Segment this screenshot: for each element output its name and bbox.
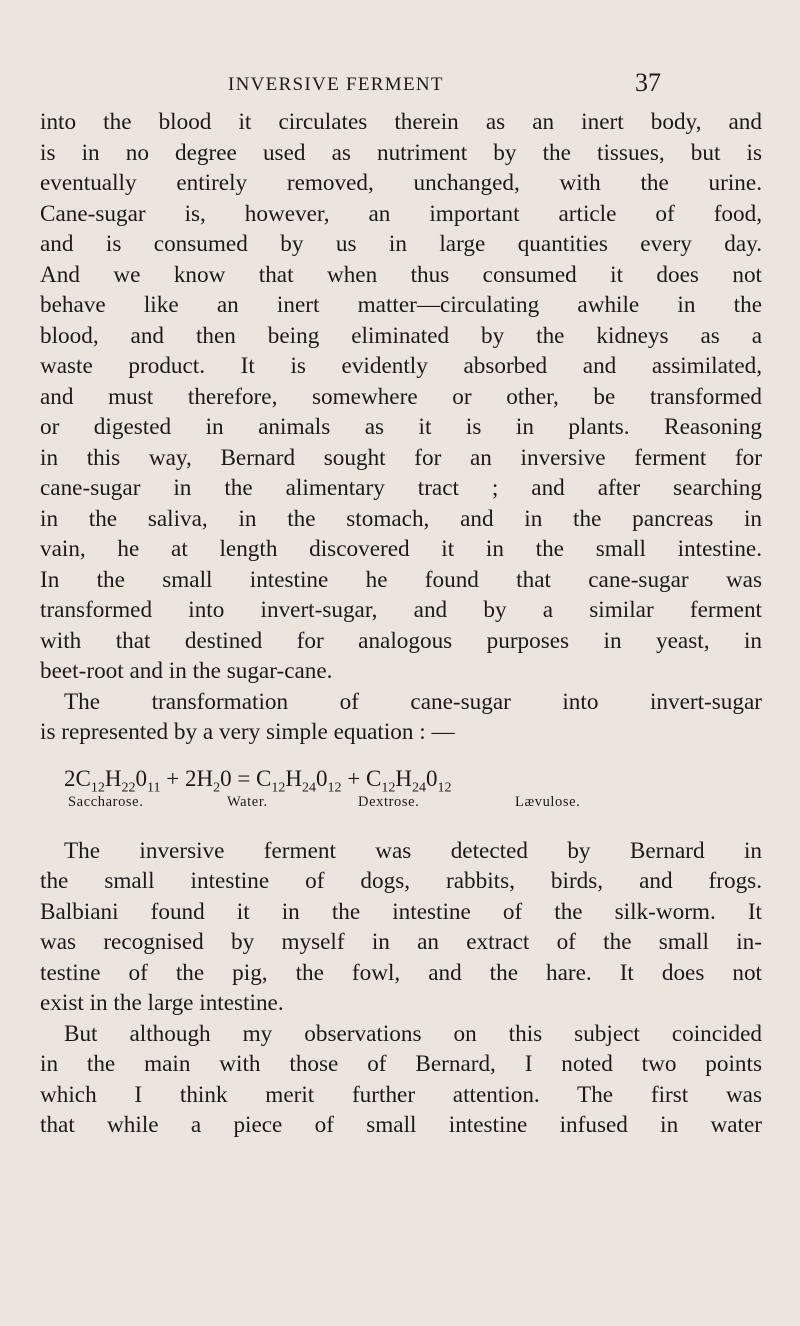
text-line: into the blood it circulates therein as an inert body, and — [40, 109, 762, 135]
text-line: blood, and then being eliminated by the kidneys as a — [40, 322, 762, 349]
text-line: The inversive ferment was detected by Bernard in — [64, 837, 762, 864]
label-saccharose: Saccharose. — [68, 793, 144, 810]
equation-symbol: H — [395, 765, 412, 791]
text-line: in the main with those of Bernard, I noted two points — [40, 1051, 762, 1077]
equation-labels — [40, 794, 762, 816]
text-line: behave like an inert matter—circulating awhile in the — [40, 292, 762, 318]
label-water: Water. — [227, 793, 268, 810]
equation-operator: + — [341, 765, 366, 791]
equation-symbol: C — [256, 765, 272, 791]
equation-symbol: 0 — [135, 765, 147, 791]
equation-coefficient: 2 — [64, 765, 76, 791]
text-line: is represented by a very simple equation : — — [40, 719, 455, 745]
equation-subscript: 24 — [411, 780, 426, 796]
equation-operator: = — [231, 765, 257, 791]
chemical-equation — [40, 764, 762, 794]
running-head: INVERSIVE FERMENT — [228, 74, 444, 95]
text-line: was recognised by myself in an extract of the small in- — [40, 929, 762, 955]
text-line: testine of the pig, the fowl, and the hare. It does not — [40, 959, 762, 986]
equation-subscript: 11 — [146, 780, 161, 796]
equation-operator: + — [160, 765, 185, 791]
text-line: waste product. It is evidently absorbed and assimilated, — [40, 353, 762, 379]
equation-symbol: 0 — [425, 765, 438, 791]
equation-symbol: 2H — [184, 765, 214, 791]
paragraph-2 — [40, 687, 762, 748]
equation-symbol: 0 — [316, 765, 328, 791]
equation-subscript: 24 — [302, 780, 317, 796]
equation-subscript: 22 — [121, 780, 136, 796]
text-line: The transformation of cane-sugar into invert-sugar — [64, 688, 762, 715]
text-line: Balbiani found it in the intestine of the silk-worm. It — [40, 898, 762, 925]
text-line: in this way, Bernard sought for an inversive ferment for — [40, 444, 762, 471]
equation-subscript: 12 — [90, 780, 105, 796]
text-line: the small intestine of dogs, rabbits, birds, and frogs. — [40, 868, 762, 894]
equation-subscript: 12 — [327, 780, 342, 796]
equation-subscript: 12 — [271, 780, 286, 796]
text-line: that while a piece of small intestine infused in water — [40, 1112, 762, 1138]
text-line: And we know that when thus consumed it does not — [40, 261, 762, 288]
text-line: transformed into invert-sugar, and by a similar ferment — [40, 597, 762, 623]
equation-term-saccharose — [64, 765, 161, 796]
text-line: is in no degree used as nutriment by the tissues, but is — [40, 139, 762, 166]
text-line: But although my observations on this subject coincided — [64, 1020, 762, 1047]
body-text — [40, 107, 762, 1141]
label-dextrose: Dextrose. — [358, 793, 420, 810]
equation-symbol: 0 — [220, 765, 232, 791]
equation-term-water — [184, 765, 232, 796]
paragraph-3 — [40, 836, 762, 1019]
text-line: Cane-sugar is, however, an important article of food, — [40, 200, 762, 227]
text-line: eventually entirely removed, unchanged, with the urine. — [40, 170, 762, 196]
page-header — [0, 68, 800, 98]
equation-symbol: C — [366, 765, 382, 791]
equation-subscript: 12 — [437, 780, 452, 796]
text-line: in the saliva, in the stomach, and in the pancreas in — [40, 505, 762, 532]
equation-subscript: 12 — [381, 780, 396, 796]
text-line: In the small intestine he found that cane-sugar was — [40, 566, 762, 593]
text-line: beet-root and in the sugar-cane. — [40, 658, 333, 684]
equation-subscript: 2 — [213, 780, 221, 796]
text-line: or digested in animals as it is in plants. Reasoning — [40, 414, 762, 440]
equation-symbol: C — [75, 765, 91, 791]
text-line: cane-sugar in the alimentary tract ; and after searching — [40, 475, 762, 501]
equation-term-laevulose — [366, 765, 452, 796]
paragraph-1 — [40, 107, 762, 687]
text-line: exist in the large intestine. — [40, 990, 284, 1016]
equation-term-dextrose — [256, 765, 342, 796]
text-line: vain, he at length discovered it in the small intestine. — [40, 536, 762, 562]
text-line: which I think merit further attention. The first was — [40, 1081, 762, 1108]
text-line: with that destined for analogous purposes in yeast, in — [40, 627, 762, 654]
text-line: and is consumed by us in large quantities every day. — [40, 231, 762, 257]
paragraph-4 — [40, 1019, 762, 1141]
text-line: and must therefore, somewhere or other, be transformed — [40, 383, 762, 410]
equation-symbol: H — [285, 765, 303, 791]
label-laevulose: Lævulose. — [515, 793, 581, 810]
page-number: 37 — [635, 68, 661, 97]
equation-symbol: H — [104, 765, 122, 791]
